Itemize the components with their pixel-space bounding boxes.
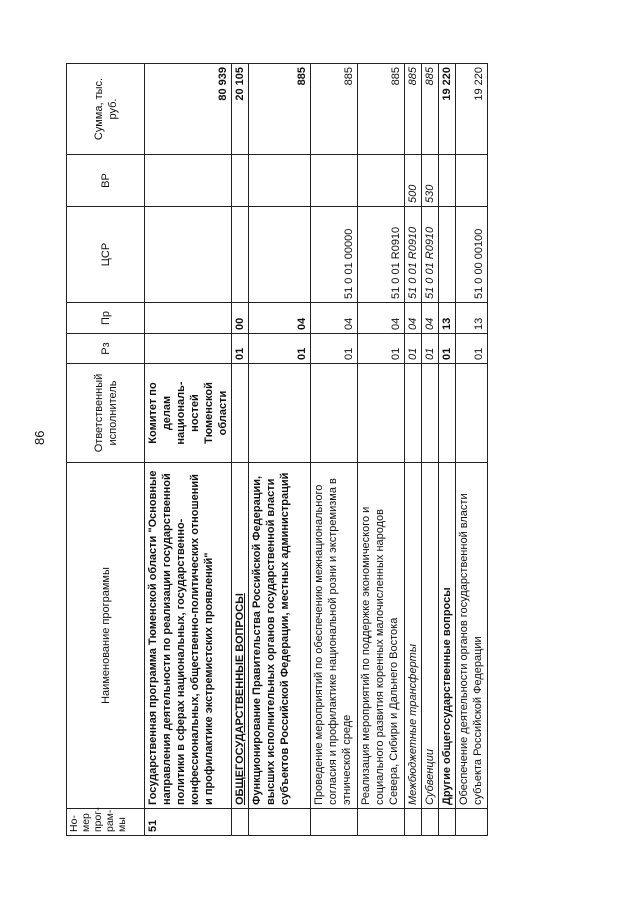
table-row <box>232 64 249 836</box>
cell-pr: 13 <box>439 303 456 334</box>
cell-vr <box>232 155 249 207</box>
cell-vr <box>249 155 311 207</box>
cell-rz: 01 <box>422 334 439 364</box>
cell-executor <box>311 364 358 463</box>
cell-vr <box>456 155 488 207</box>
cell-executor <box>456 364 488 463</box>
cell-sum: 885 <box>249 64 311 155</box>
cell-pr: 04 <box>422 303 439 334</box>
header-name: Наименование программы <box>67 463 145 809</box>
header-executor: Ответственный исполнитель <box>67 364 145 463</box>
cell-executor <box>358 364 405 463</box>
cell-rz: 01 <box>311 334 358 364</box>
page-number: 86 <box>32 430 47 445</box>
cell-rz: 01 <box>456 334 488 364</box>
cell-pr: 04 <box>249 303 311 334</box>
cell-name: Реализация мероприятий по поддержке экономического и социального развития коренных малочисленных народов Севера, Сибири и Дальнего Востока <box>358 463 405 809</box>
cell-sum: 885 <box>358 64 405 155</box>
cell-num <box>249 809 311 836</box>
header-pr: Пр <box>67 303 145 334</box>
cell-csr: 51 0 01 R0910 <box>358 207 405 303</box>
cell-pr <box>145 303 232 334</box>
cell-rz <box>145 334 232 364</box>
cell-rz: 01 <box>405 334 422 364</box>
cell-pr: 00 <box>232 303 249 334</box>
table-row <box>358 64 405 836</box>
cell-csr: 51 0 00 00100 <box>456 207 488 303</box>
cell-name: Проведение мероприятий по обеспечению межнационального согласия и профилактике национальной розни и экстремизма в этнической среде <box>311 463 358 809</box>
cell-rz: 01 <box>249 334 311 364</box>
cell-vr <box>439 155 456 207</box>
cell-name: ОБЩЕГОСУДАРСТВЕННЫЕ ВОПРОСЫ <box>232 463 249 809</box>
cell-sum: 19 220 <box>439 64 456 155</box>
cell-name: Функционирование Правительства Российской Федерации, высших исполнительных органов государственной власти субъектов Российской Федерации, местных администраций <box>249 463 311 809</box>
table-row <box>249 64 311 836</box>
cell-rz: 01 <box>439 334 456 364</box>
cell-sum: 80 939 <box>145 64 232 155</box>
cell-num <box>456 809 488 836</box>
cell-name: Межбюджетные трансферты <box>405 463 422 809</box>
cell-num <box>439 809 456 836</box>
cell-rz: 01 <box>358 334 405 364</box>
header-csr: ЦСР <box>67 207 145 303</box>
budget-table <box>66 63 488 836</box>
cell-name: Субвенции <box>422 463 439 809</box>
cell-sum: 20 105 <box>232 64 249 155</box>
cell-rz: 01 <box>232 334 249 364</box>
cell-vr <box>311 155 358 207</box>
cell-sum: 19 220 <box>456 64 488 155</box>
cell-sum: 885 <box>405 64 422 155</box>
cell-csr <box>439 207 456 303</box>
cell-csr: 51 0 01 R0910 <box>405 207 422 303</box>
table-row <box>311 64 358 836</box>
cell-sum: 885 <box>311 64 358 155</box>
cell-csr <box>232 207 249 303</box>
cell-executor <box>422 364 439 463</box>
cell-pr: 04 <box>311 303 358 334</box>
cell-name: Другие общегосударственные вопросы <box>439 463 456 809</box>
header-vr: ВР <box>67 155 145 207</box>
cell-num: 51 <box>145 809 232 836</box>
cell-num <box>422 809 439 836</box>
cell-executor <box>439 364 456 463</box>
cell-name: Обеспечение деятельности органов государственной власти субъекта Российской Федерации <box>456 463 488 809</box>
cell-csr: 51 0 01 00000 <box>311 207 358 303</box>
cell-executor: Комитет по делам националь-ностей Тюменской области <box>145 364 232 463</box>
cell-num <box>232 809 249 836</box>
header-rz: Рз <box>67 334 145 364</box>
cell-name: Государственная программа Тюменской области "Основные направления деятельности по реализации государственной политики в сферах национальных, государственно-конфессиональных, общественно-политических отношений и профилактике экстремистских проявлений" <box>145 463 232 809</box>
cell-csr <box>249 207 311 303</box>
cell-csr: 51 0 01 R0910 <box>422 207 439 303</box>
cell-vr <box>358 155 405 207</box>
cell-vr: 500 <box>405 155 422 207</box>
table-row <box>422 64 439 836</box>
cell-num <box>311 809 358 836</box>
cell-vr: 530 <box>422 155 439 207</box>
cell-num <box>405 809 422 836</box>
table-header-row <box>67 64 145 836</box>
cell-pr: 04 <box>358 303 405 334</box>
table-row <box>405 64 422 836</box>
cell-csr <box>145 207 232 303</box>
header-sum: Сумма, тыс. руб. <box>67 64 145 155</box>
table-row <box>145 64 232 836</box>
cell-num <box>358 809 405 836</box>
table-row <box>439 64 456 836</box>
cell-executor <box>249 364 311 463</box>
cell-pr: 13 <box>456 303 488 334</box>
cell-pr: 04 <box>405 303 422 334</box>
cell-sum: 885 <box>422 64 439 155</box>
cell-executor <box>232 364 249 463</box>
cell-vr <box>145 155 232 207</box>
table-row <box>456 64 488 836</box>
header-num: Но-мер прог-рам-мы <box>67 809 145 836</box>
cell-executor <box>405 364 422 463</box>
budget-table-rotated <box>66 64 533 836</box>
